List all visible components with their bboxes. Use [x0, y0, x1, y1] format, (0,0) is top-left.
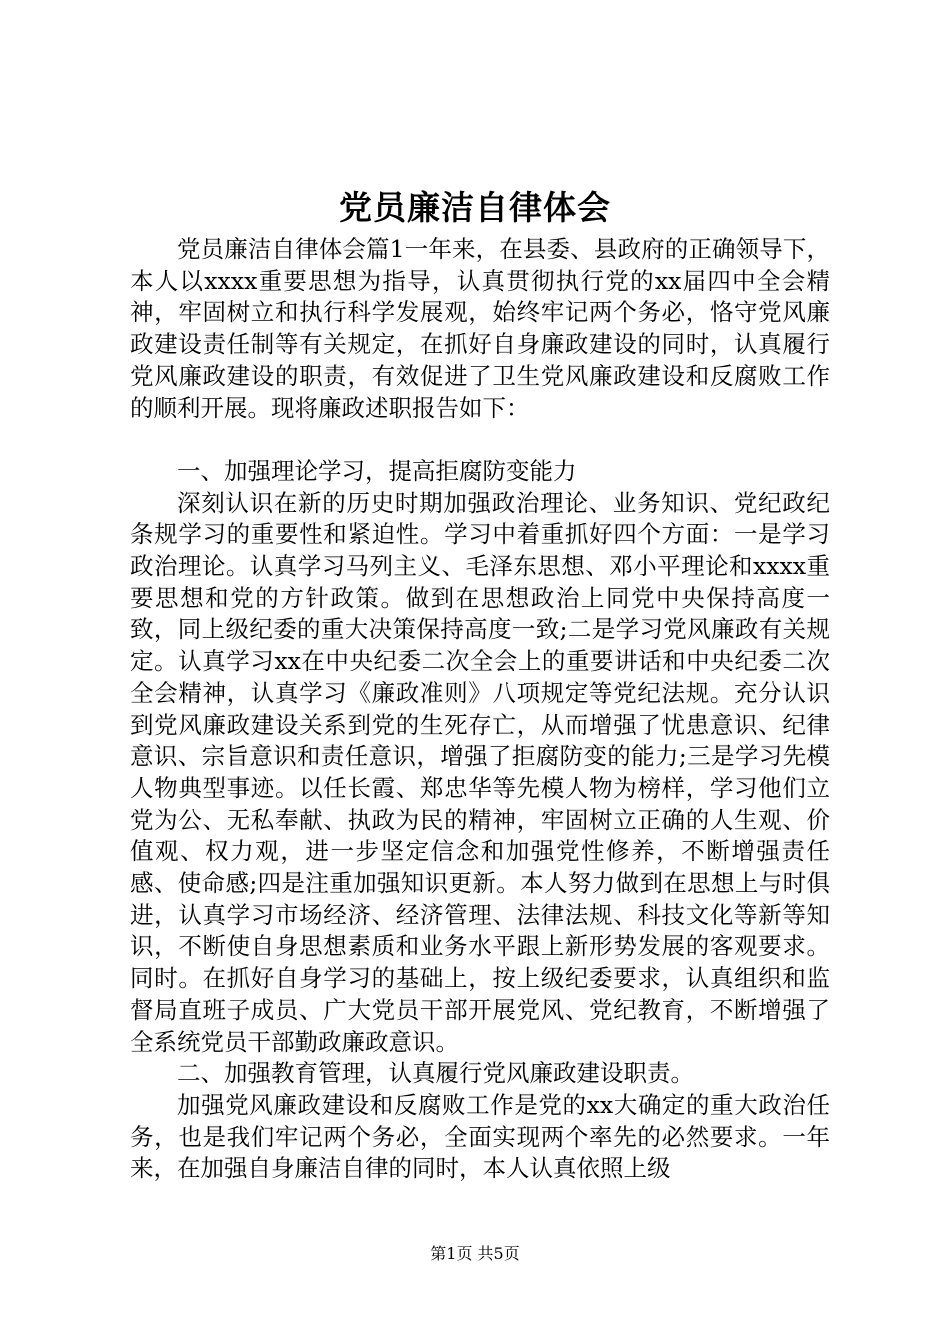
paragraph-intro: 党员廉洁自律体会篇1一年来，在县委、县政府的正确领导下，本人以xxxx重要思想为指导，认真贯彻执行党的xx届四中全会精神，牢固树立和执行科学发展观，始终牢记两个务必，恪守党风廉政建设责任制等有关规定，在抓好自身廉政建设的同时，认真履行党风廉政建设的职责，有效促进了卫生党风廉政建设和反腐败工作的顺利开展。现将廉政述职报告如下：: [130, 235, 830, 422]
page-footer: 第1页 共5页: [430, 1244, 520, 1263]
section-heading-1: 一、加强理论学习，提高拒腐防变能力: [177, 456, 577, 485]
document-body: [130, 234, 830, 1185]
document-title: 党员廉洁自律体会: [339, 188, 611, 227]
section-heading-2: 二、加强教育管理，认真履行党风廉政建设职责。: [177, 1059, 694, 1088]
paragraph-section-2: 加强党风廉政建设和反腐败工作是党的xx大确定的重大政治任务，也是我们牢记两个务必，全面实现两个率先的必然要求。一年来，在加强自身廉洁自律的同时，本人认真依照上级: [130, 1090, 830, 1183]
paragraph-section-1: 深刻认识在新的历史时期加强政治理论、业务知识、党纪政纪条规学习的重要性和紧迫性。学习中着重抓好四个方面：一是学习政治理论。认真学习马列主义、毛泽东思想、邓小平理论和xxxx重要思想和党的方针政策。做到在思想政治上同党中央保持高度一致，同上级纪委的重大决策保持高度一致;二是学习党风廉政有关规定。认真学习xx在中央纪委二次全会上的重要讲话和中央纪委二次全会精神，认真学习《廉政准则》八项规定等党纪法规。充分认识到党风廉政建设关系到党的生死存亡，从而增强了忧患意识、纪律意识、宗旨意识和责任意识，增强了拒腐防变的能力;三是学习先模人物典型事迹。以任长霞、郑忠华等先模人物为榜样，学习他们立党为公、无私奉献、执政为民的精神，牢固树立正确的人生观、价值观、权力观，进一步坚定信念和加强党性修养，不断增强责任感、使命感;四是注重加强知识更新。本人努力做到在思想上与时俱进，认真学习市场经济、经济管理、法律法规、科技文化等新等知识，不断使自身思想素质和业务水平跟上新形势发展的客观要求。同时。在抓好自身学习的基础上，按上级纪委要求，认真组织和监督局直班子成员、广大党员干部开展党风、党纪教育，不断增强了全系统党员干部勤政廉政意识。: [130, 488, 830, 1056]
